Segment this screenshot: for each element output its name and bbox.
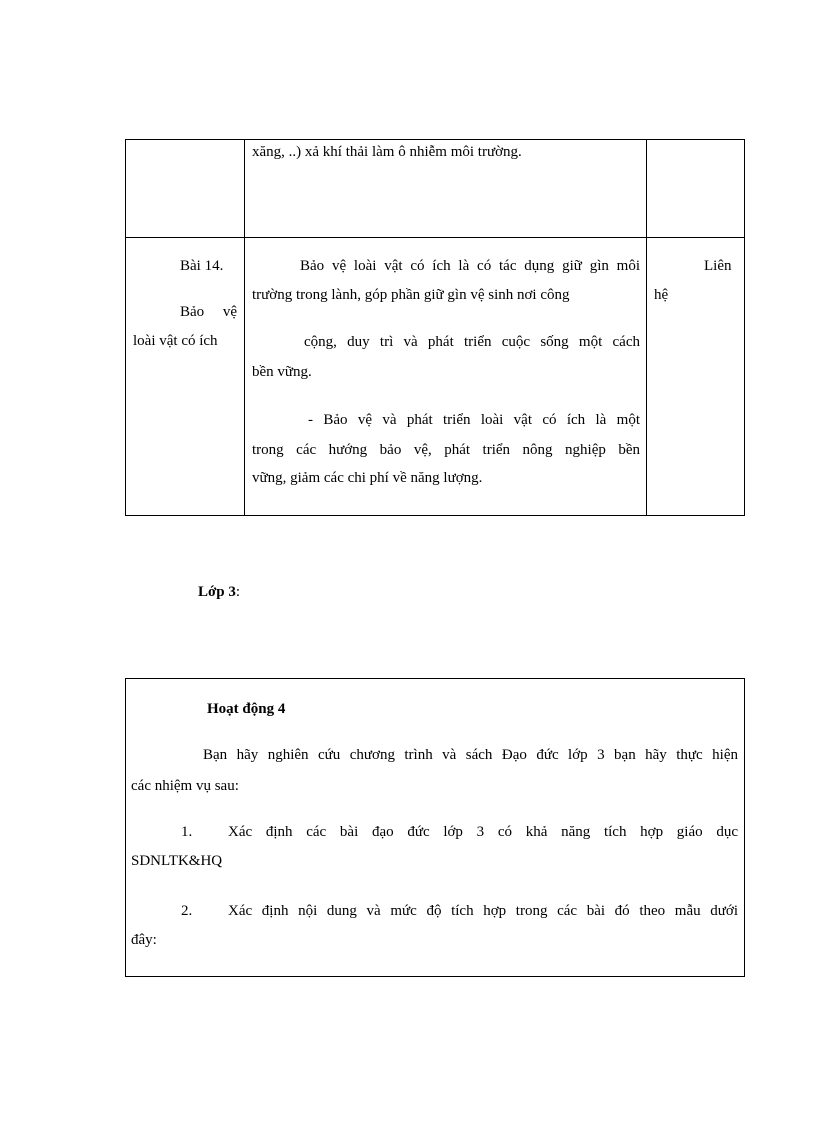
content-p1-line1: Bảo vệ loài vật có ích là có tác dụng giữ gìn môi [300,258,640,274]
lesson-table [125,139,745,516]
activity-title [207,700,285,718]
section-suffix: : [235,584,241,600]
task-line2: đây: [131,932,157,948]
activity-intro-line1: Bạn hãy nghiên cứu chương trình và sách Đạo đức lớp 3 bạn hãy thực hiện [203,747,738,763]
activity-box [125,678,745,977]
level-line1: Liên [704,258,732,274]
content-p1-line3: cộng, duy trì và phát triển cuộc sống một cách [304,334,640,350]
section-heading [198,583,240,601]
section-title: Lớp 3 [198,584,236,600]
task-line1: Xác định nội dung và mức độ tích hợp trong các bài đó theo mẫu dưới [228,903,738,919]
column-divider [646,140,647,515]
content-p2-line2: trong các hướng bảo vệ, phát triển nông nghiệp bền [252,442,640,458]
content-p1-line4: bền vững. [252,364,312,380]
content-p2-line3: vững, giảm các chi phí về năng lượng. [252,470,483,486]
row1-content: xăng, ..) xả khí thải làm ô nhiễm môi trường. [252,144,522,160]
task-number: 2. [181,903,193,919]
task-line1: Xác định các bài đạo đức lớp 3 có khả năng tích hợp giáo dục [228,824,738,840]
activity-title-text: Hoạt động 4 [207,701,286,717]
task-number: 1. [181,824,193,840]
lesson-number: Bài 14. [180,258,224,274]
lesson-title-line1: Bảo vệ [180,304,237,320]
content-p1-line2: trường trong lành, góp phần giữ gìn vệ sinh nơi công [252,287,570,303]
activity-intro-line2: các nhiệm vụ sau: [131,778,239,794]
task-line2: SDNLTK&HQ [131,853,223,869]
lesson-title-line2: loài vật có ích [133,333,218,349]
row-divider [126,237,744,238]
content-p2-line1: - Bảo vệ và phát triển loài vật có ích là một [308,412,640,428]
column-divider [244,140,245,515]
level-line2: hệ [654,287,669,303]
